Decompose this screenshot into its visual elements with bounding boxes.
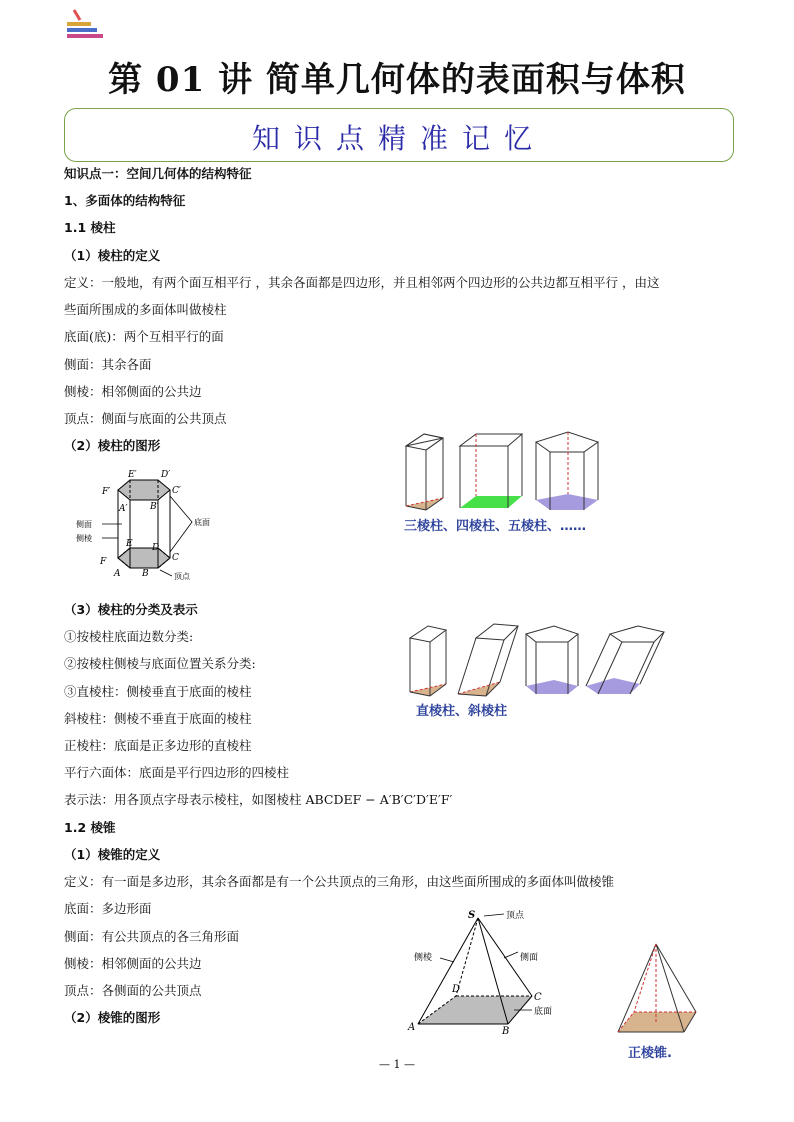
heading-polyhedron: 1、多面体的结构特征 xyxy=(64,193,186,208)
svg-text:E′: E′ xyxy=(128,470,137,480)
svg-text:D′: D′ xyxy=(161,470,171,480)
label-vertex: 顶点 xyxy=(174,572,190,581)
prism-notation: 表示法：用各顶点字母表示棱柱，如图棱柱 ABCDEF − A′B′C′D′E′F′ xyxy=(64,792,453,807)
prism-definition-2: 些面所围成的多面体叫做棱柱 xyxy=(64,302,227,317)
oblique-prism: 斜棱柱：侧棱不垂直于底面的棱柱 xyxy=(64,711,252,726)
right-oblique-prisms-figure xyxy=(404,620,668,698)
heading-pyramid-def: （1）棱锥的定义 xyxy=(64,847,161,862)
svg-text:D: D xyxy=(452,984,461,995)
svg-text:D: D xyxy=(152,543,160,553)
pyramid-definition: 定义：有一面是多边形，其余各面都是有一个公共顶点的三角形，由这些面所围成的多面体叫做棱锥 xyxy=(64,874,615,889)
caption-prisms: 三棱柱、四棱柱、五棱柱、…… xyxy=(404,519,587,534)
regular-pyramid-figure xyxy=(612,940,702,1036)
heading-prism-def: （1）棱柱的定义 xyxy=(64,248,161,263)
svg-text:S: S xyxy=(468,910,476,921)
svg-text:A′: A′ xyxy=(119,504,128,514)
heading-pyramid-figure: （2）棱锥的图形 xyxy=(64,1010,161,1025)
pyr-label-side-edge: 侧棱 xyxy=(414,953,433,963)
banner-text: 知识点精准记忆 xyxy=(251,122,546,155)
svg-text:A: A xyxy=(408,1022,416,1033)
heading-prism-figure: （2）棱柱的图形 xyxy=(64,438,161,453)
heading-pyramid: 1.2 棱锥 xyxy=(64,820,116,835)
heading-knowledge-1: 知识点一：空间几何体的结构特征 xyxy=(64,166,252,181)
hexagonal-prism-figure xyxy=(72,466,232,582)
caption-right-oblique: 直棱柱、斜棱柱 xyxy=(416,704,508,719)
parallelepiped: 平行六面体：底面是平行四边形的四棱柱 xyxy=(64,765,290,780)
label-side-face: 侧面 xyxy=(76,520,92,529)
classify-by-edges: ②按棱柱侧棱与底面位置关系分类: xyxy=(64,656,256,671)
prism-side-face: 侧面：其余各面 xyxy=(64,357,152,372)
svg-text:C′: C′ xyxy=(172,486,181,496)
label-base: 底面 xyxy=(194,518,210,527)
pyr-label-vertex: 顶点 xyxy=(506,911,525,921)
regular-prism: 正棱柱：底面是正多边形的直棱柱 xyxy=(64,738,252,753)
prism-base: 底面(底)：两个互相平行的面 xyxy=(64,329,224,344)
svg-text:B′: B′ xyxy=(150,502,159,512)
svg-text:B: B xyxy=(142,569,149,579)
pyr-label-side-face: 侧面 xyxy=(520,953,539,963)
svg-text:C: C xyxy=(172,553,179,563)
classify-by-sides: ①按棱柱底面边数分类: xyxy=(64,629,194,644)
pyramid-base: 底面：多边形面 xyxy=(64,901,152,916)
pyramid-side-face: 侧面：有公共顶点的各三角形面 xyxy=(64,929,240,944)
svg-text:E: E xyxy=(126,539,133,549)
heading-prism: 1.1 棱柱 xyxy=(64,220,116,235)
caption-regular-pyramid: 正棱锥. xyxy=(628,1046,672,1061)
prism-definition-1: 定义：一般地，有两个面互相平行 ，其余各面都是四边形，并且相邻两个四边形的公共边都互相平行 ，由这 xyxy=(64,275,660,290)
prism-side-edge: 侧棱：相邻侧面的公共边 xyxy=(64,384,202,399)
logo-icon xyxy=(64,8,108,42)
heading-prism-classification: （3）棱柱的分类及表示 xyxy=(64,602,198,617)
pyramid-figure xyxy=(404,906,584,1038)
pyramid-side-edge: 侧棱：相邻侧面的公共边 xyxy=(64,956,202,971)
svg-text:F′: F′ xyxy=(102,487,111,497)
right-prism: ③直棱柱：侧棱垂直于底面的棱柱 xyxy=(64,684,252,699)
svg-text:C: C xyxy=(534,992,542,1003)
page-number: — 1 — xyxy=(379,1058,415,1071)
svg-text:A: A xyxy=(114,569,121,579)
svg-text:F: F xyxy=(100,557,107,567)
pyramid-vertex: 顶点：各侧面的公共顶点 xyxy=(64,983,202,998)
section-banner xyxy=(64,108,734,162)
pyr-label-base: 底面 xyxy=(534,1007,553,1017)
svg-text:B: B xyxy=(502,1026,510,1037)
page-title: 第 01 讲 简单几何体的表面积与体积 xyxy=(108,60,686,100)
prism-vertex: 顶点：侧面与底面的公共顶点 xyxy=(64,411,227,426)
prisms-3-4-5-figure xyxy=(398,426,608,512)
label-side-edge: 侧棱 xyxy=(76,534,92,543)
